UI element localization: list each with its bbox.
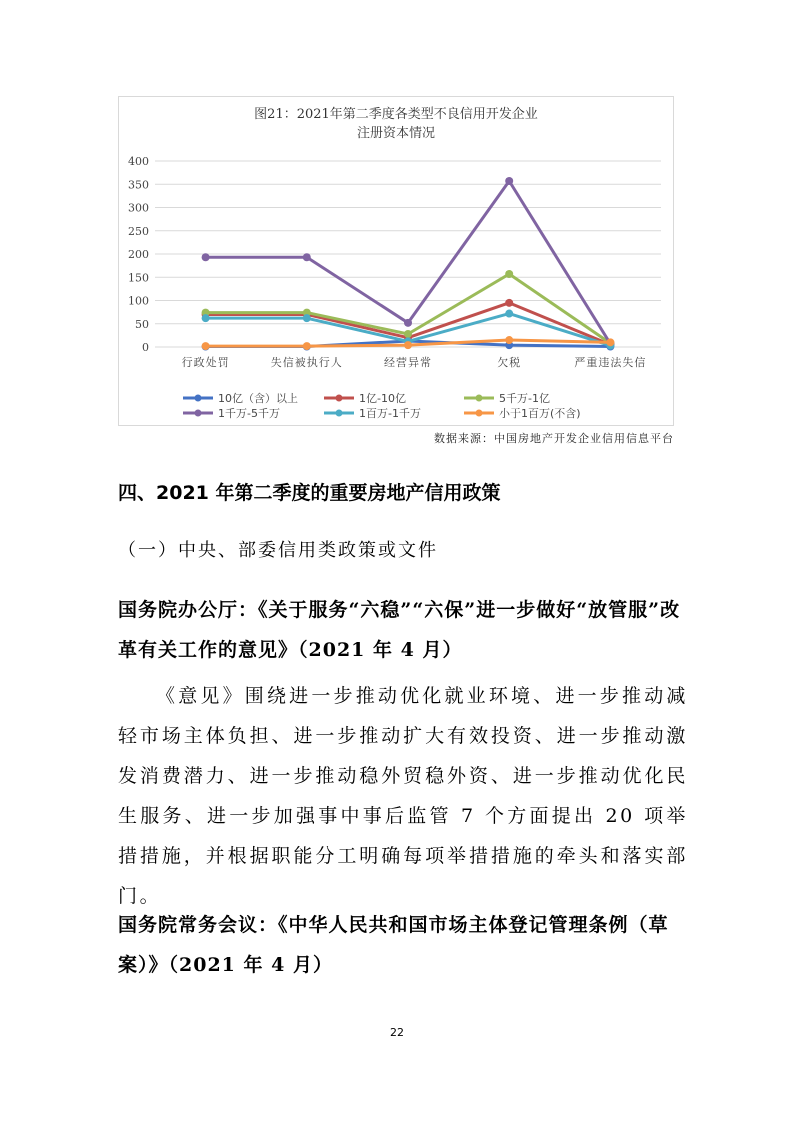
legend-label: 5千万-1亿 <box>499 392 550 405</box>
y-tick-label: 200 <box>128 248 149 261</box>
x-tick-label: 严重违法失信 <box>574 356 647 369</box>
doc1-body: 《意见》围绕进一步推动优化就业环境、进一步推动减轻市场主体负担、进一步推动扩大有效投资、进一步推动激发消费潜力、进一步推动稳外贸稳外资、进一步推动优化民生服务、进一步加强事中事后监管 7 个方面提出 20 项举措措施，并根据职能分工明确每项举措措施的牵头和落实部门。 <box>118 685 688 907</box>
x-tick-label: 经营异常 <box>384 356 432 369</box>
y-tick-label: 250 <box>128 224 149 238</box>
x-tick-label: 欠税 <box>497 356 522 369</box>
data-point <box>202 253 210 261</box>
data-point <box>505 177 513 185</box>
legend-label: 小于1百万(不含) <box>499 407 581 420</box>
data-source: 数据来源：中国房地产开发企业信用信息平台 <box>434 432 674 445</box>
data-point <box>303 253 311 261</box>
data-point <box>606 338 614 346</box>
legend-marker <box>195 410 202 417</box>
y-tick-label: 100 <box>128 294 149 308</box>
y-tick-label: 50 <box>135 317 149 331</box>
doc1-title: 国务院办公厅：《关于服务“六稳”“六保”进一步做好“放管服”改革有关工作的意见》（2021 年 4 月） <box>118 599 681 661</box>
data-point <box>202 314 210 322</box>
y-tick-label: 0 <box>142 341 149 354</box>
page-number: 22 <box>390 1026 404 1039</box>
legend-label: 1亿-10亿 <box>359 392 406 405</box>
y-tick-label: 400 <box>128 155 149 168</box>
doc2-title: 国务院常务会议：《中华人民共和国市场主体登记管理条例（草案）》（2021 年 4 月） <box>118 914 669 976</box>
x-tick-label: 行政处罚 <box>181 356 230 369</box>
data-point <box>303 342 311 350</box>
data-point <box>303 314 311 322</box>
data-point <box>505 270 513 278</box>
data-point <box>202 342 210 350</box>
legend-marker <box>476 395 483 402</box>
chart-title-line2: 注册资本情况 <box>356 126 435 141</box>
y-tick-label: 350 <box>128 178 149 192</box>
data-point <box>404 341 412 349</box>
data-point <box>404 319 412 327</box>
chart-title-line1: 图21：2021年第二季度各类型不良信用开发企业 <box>254 107 538 122</box>
y-tick-label: 300 <box>128 201 149 215</box>
legend-marker <box>336 410 343 417</box>
chart-container <box>118 96 674 426</box>
line-chart <box>119 97 673 425</box>
data-point <box>404 330 412 338</box>
x-tick-label: 失信被执行人 <box>270 356 343 369</box>
data-point <box>505 336 513 344</box>
section-heading: 四、2021 年第二季度的重要房地产信用政策 <box>118 482 501 504</box>
legend-marker <box>195 395 202 402</box>
legend-marker <box>336 395 343 402</box>
data-point <box>505 310 513 318</box>
legend-marker <box>476 410 483 417</box>
data-point <box>505 299 513 307</box>
subsection-heading: （一）中央、部委信用类政策或文件 <box>118 540 438 561</box>
legend-label: 10亿（含）以上 <box>218 392 298 405</box>
legend-label: 1百万-1千万 <box>359 407 421 420</box>
legend-label: 1千万-5千万 <box>218 407 280 420</box>
y-tick-label: 150 <box>128 271 149 285</box>
